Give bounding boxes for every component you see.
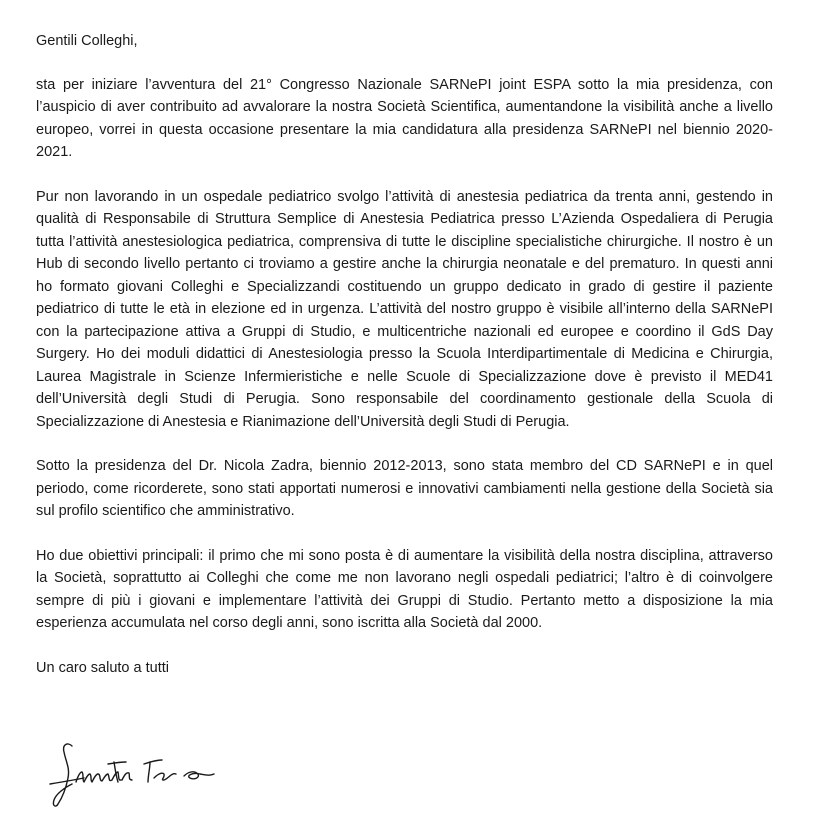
signature-stroke <box>122 773 132 780</box>
signature-stroke <box>108 762 126 764</box>
signature-stroke <box>148 762 150 782</box>
signature-stroke <box>76 772 121 782</box>
paragraph-objectives: Ho due obiettivi principali: il primo che mi sono posta è di aumentare la visibilità della nostra disciplina, attraverso la Società, soprattutto ai Colleghi che come me non lavorano negli ospedali pediatrici; l’altro è di coinvolgere sempre di più i giovani e implementare l’attività dei Gruppi di Studio. Pertanto metto a disposizione la mia esperienza accumulata nel corso degli anni, sono iscritta alla Società dal 2000. <box>36 547 773 631</box>
signature-stroke <box>144 760 162 764</box>
paragraph-experience: Pur non lavorando in un ospedale pediatrico svolgo l’attività di anestesia pediatrica da trenta anni, gestendo in qualità di Responsabile di Struttura Semplice di Anestesia Pediatrica presso L’Azienda Ospedaliera di Perugia tutta l’attività anestesiologica pediatrica, comprensiva di tutte le discipline specialistiche chirurgiche. Il nostro è un Hub di secondo livello pertanto ci troviamo a gestire anche la chirurgia neonatale e del prematuro. In questi anni ho formato giovani Colleghi e Specializzandi costituendo un gruppo dedicato in grado di gestire il paziente pediatrico di tutte le età in elezione ed in urgenza. L’attività del nostro gruppo è visibile all’interno della SARNePI con la partecipazione attiva a Gruppi di Studio, e multicentriche nazionali ed europee e coordino il GdS Day Surgery. Ho dei moduli didattici di Anestesiologia presso la Scuola Interdipartimentale di Medicina e Chirurgia, Laurea Magistrale in Scienze Infermieristiche e nelle Scuole di Specializzazione dove è previsto il MED41 dell’Università degli Studi di Perugia. Sono responsabile del coordinamento gestionale della Scuola di Specializzazione di Anestesia e Rianimazione dell’Università degli Studi di Perugia. <box>36 188 773 430</box>
signature-stroke <box>154 773 176 780</box>
letter-body <box>36 30 773 679</box>
signature <box>44 738 224 813</box>
closing: Un caro saluto a tutti <box>36 659 169 676</box>
greeting: Gentili Colleghi, <box>36 33 138 49</box>
paragraph-history: Sotto la presidenza del Dr. Nicola Zadra, biennio 2012-2013, sono stata membro del CD SARNePI e in quel periodo, come ricorderete, sono stati apportati numerosi e innovativi cambiamenti nella gestione della Società sia sul profilo scientifico che amministrativo. <box>36 458 773 519</box>
signature-stroke <box>184 772 214 779</box>
signature-stroke <box>53 744 72 806</box>
paragraph-intro: sta per iniziare l’avventura del 21° Congresso Nazionale SARNePI joint ESPA sotto la mia presidenza, con l’auspicio di aver contribuito ad avvalorare la nostra Società Scientifica, aumentandone la visibilità anche a livello europeo, vorrei in questa occasione presentare la mia candidatura alla presidenza SARNePI nel biennio 2020-2021. <box>36 76 773 160</box>
